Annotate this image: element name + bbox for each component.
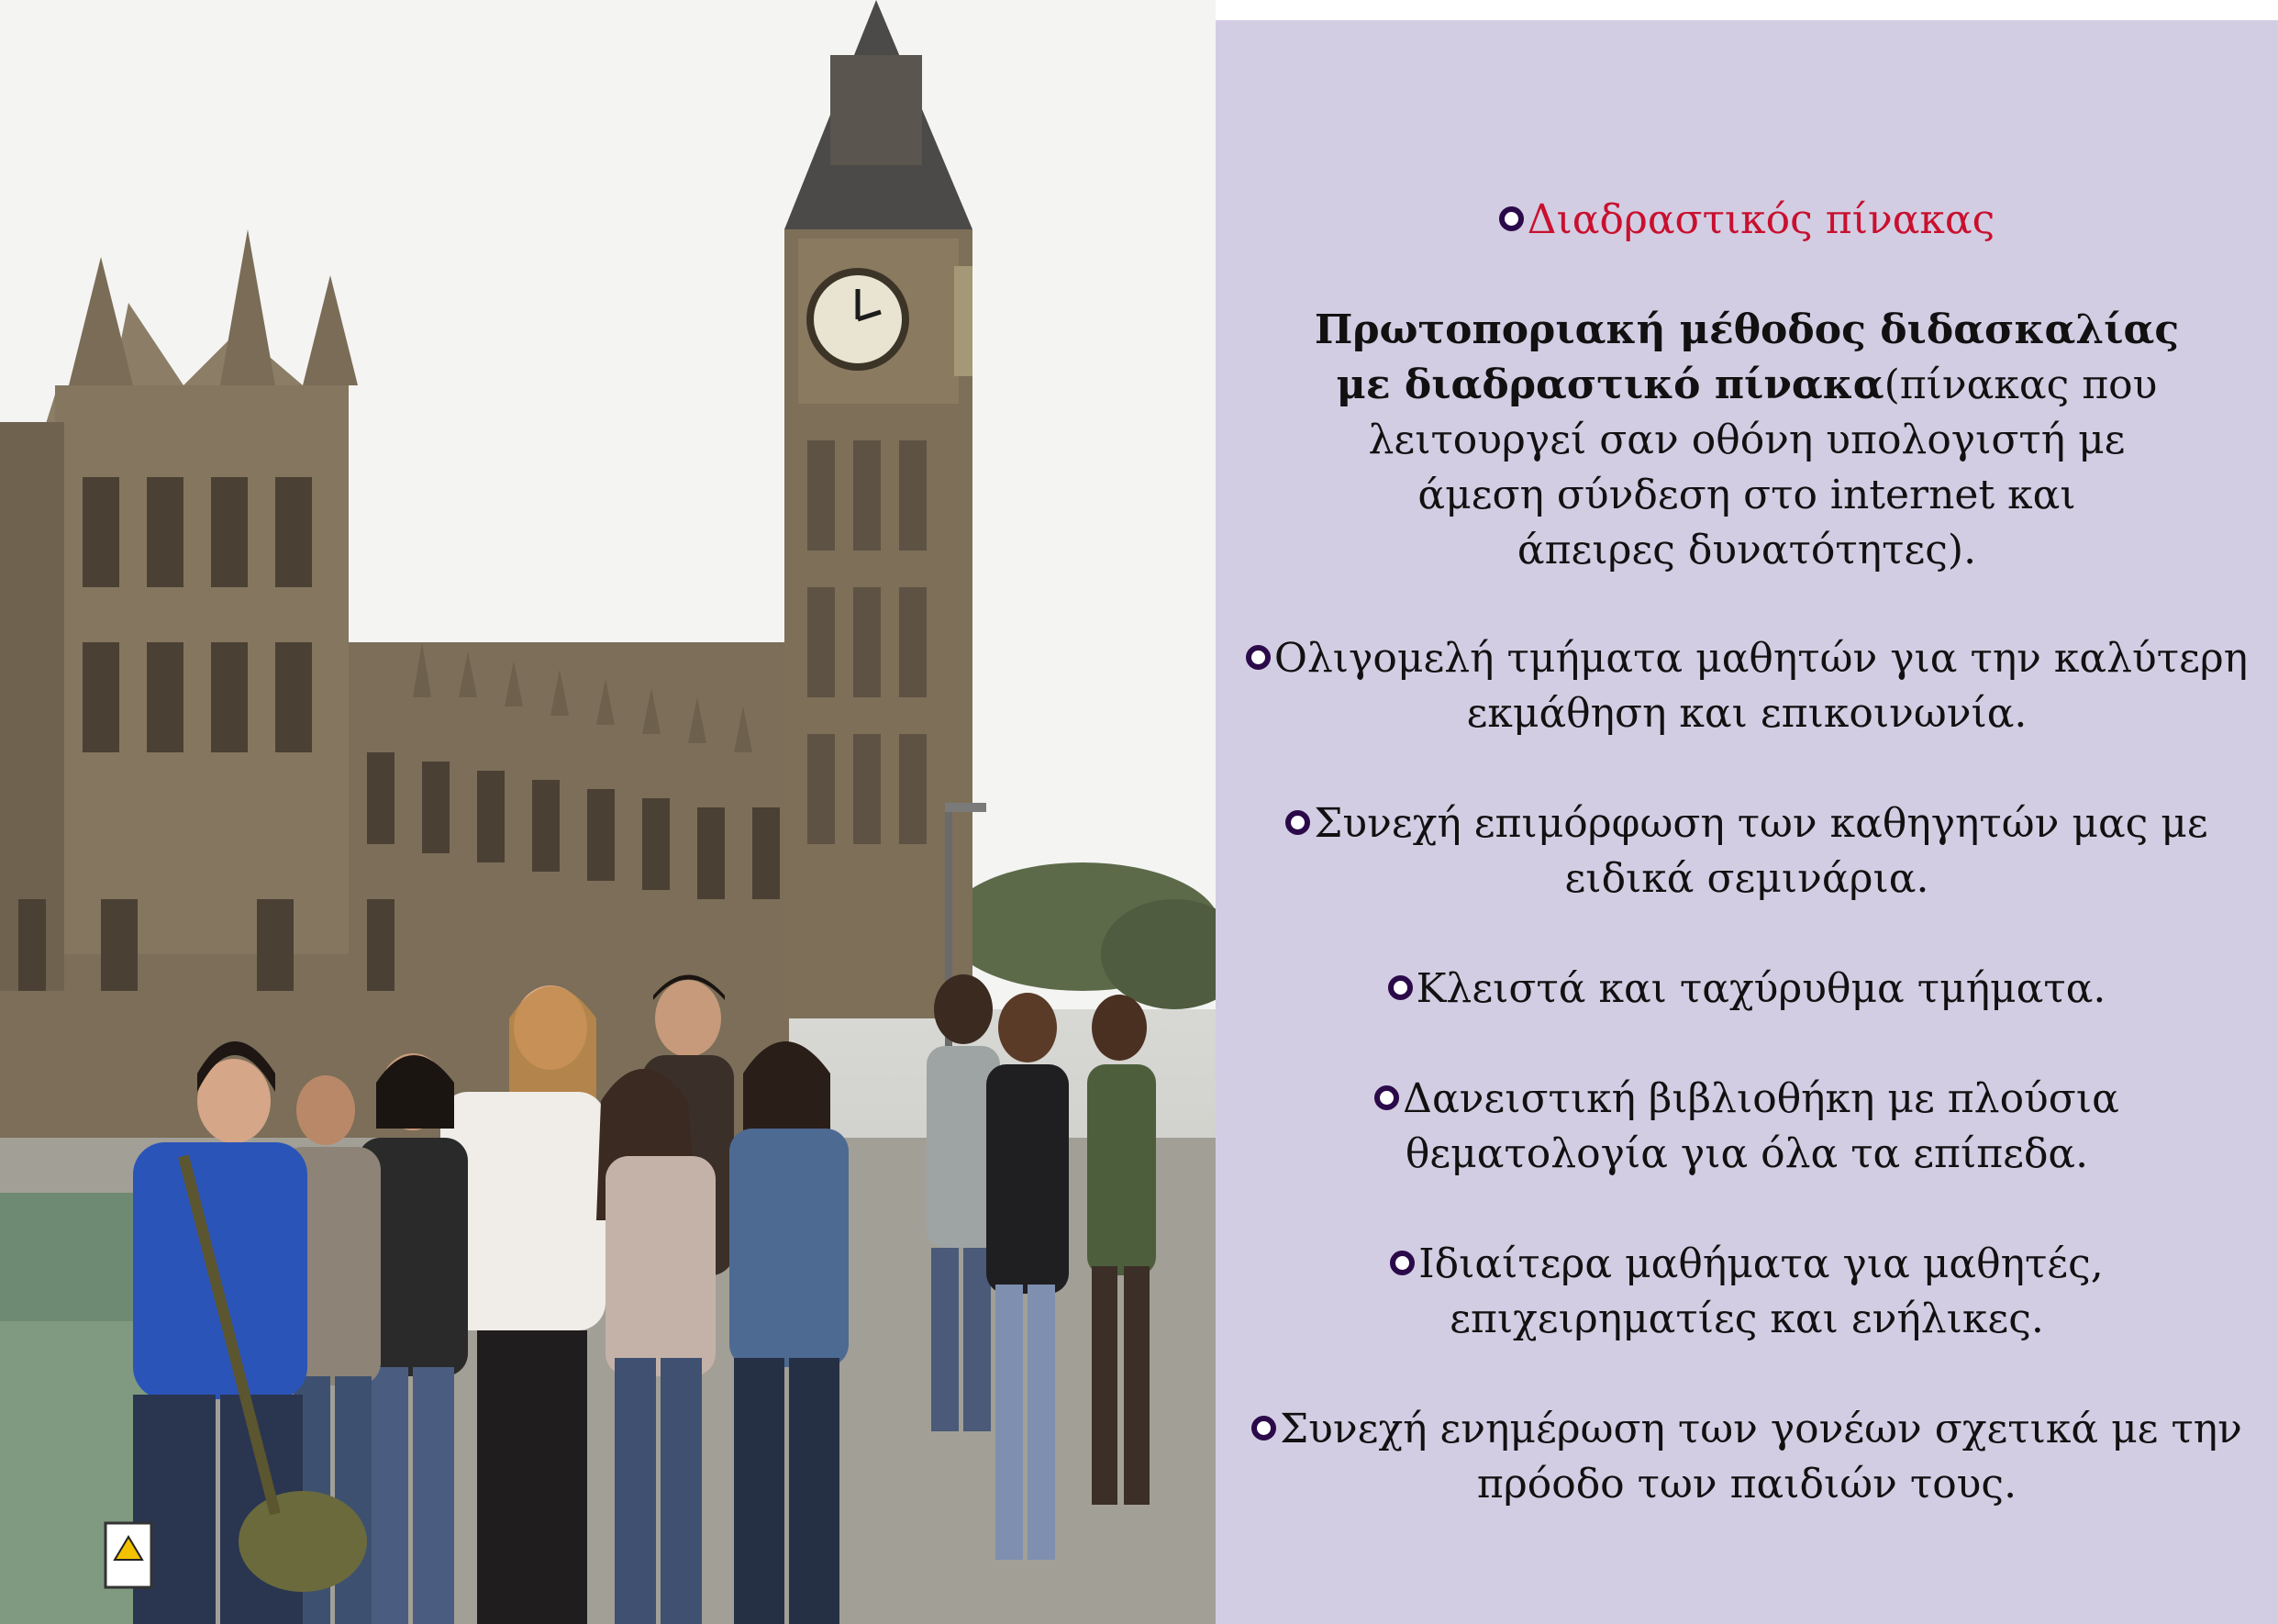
list-item: Ιδιαίτερα μαθήματα για μαθητές, επιχειρηματίες και ενήλικες. — [1216, 1237, 2278, 1347]
list-item: Δανειστική βιβλιοθήκη με πλούσια θεματολογία για όλα τα επίπεδα. — [1216, 1072, 2278, 1182]
bullet-icon — [1251, 1416, 1276, 1440]
bullet-icon — [1374, 1085, 1399, 1110]
bullet-icon — [1285, 810, 1310, 835]
info-panel — [1216, 20, 2278, 1624]
list-item: Ολιγομελή τμήματα μαθητών για την καλύτερη εκμάθηση και επικοινωνία. — [1216, 631, 2278, 741]
bullet-icon — [1390, 1251, 1415, 1275]
bullet-icon — [1388, 975, 1413, 1000]
list-item: Κλειστά και ταχύρυθμα τμήματα. — [1216, 962, 2278, 1017]
bullet-icon — [1246, 645, 1271, 670]
panel-heading: Διαδραστικός πίνακας — [1216, 193, 2278, 248]
intro-paragraph: Πρωτοποριακή μέθοδος διδασκαλίας με διαδραστικό πίνακα(πίνακας που λειτουργεί σαν οθόνη υπολογιστή με άμεση σύνδεση στο internet και άπειρες δυνατότητες). — [1314, 306, 2180, 573]
bullet-icon — [1499, 206, 1524, 231]
list-item: Συνεχή ενημέρωση των γονέων σχετικά με την πρόοδο των παιδιών τους. — [1216, 1402, 2278, 1512]
list-item: Συνεχή επιμόρφωση των καθηγητών μας με ειδικά σεμινάρια. — [1216, 796, 2278, 907]
